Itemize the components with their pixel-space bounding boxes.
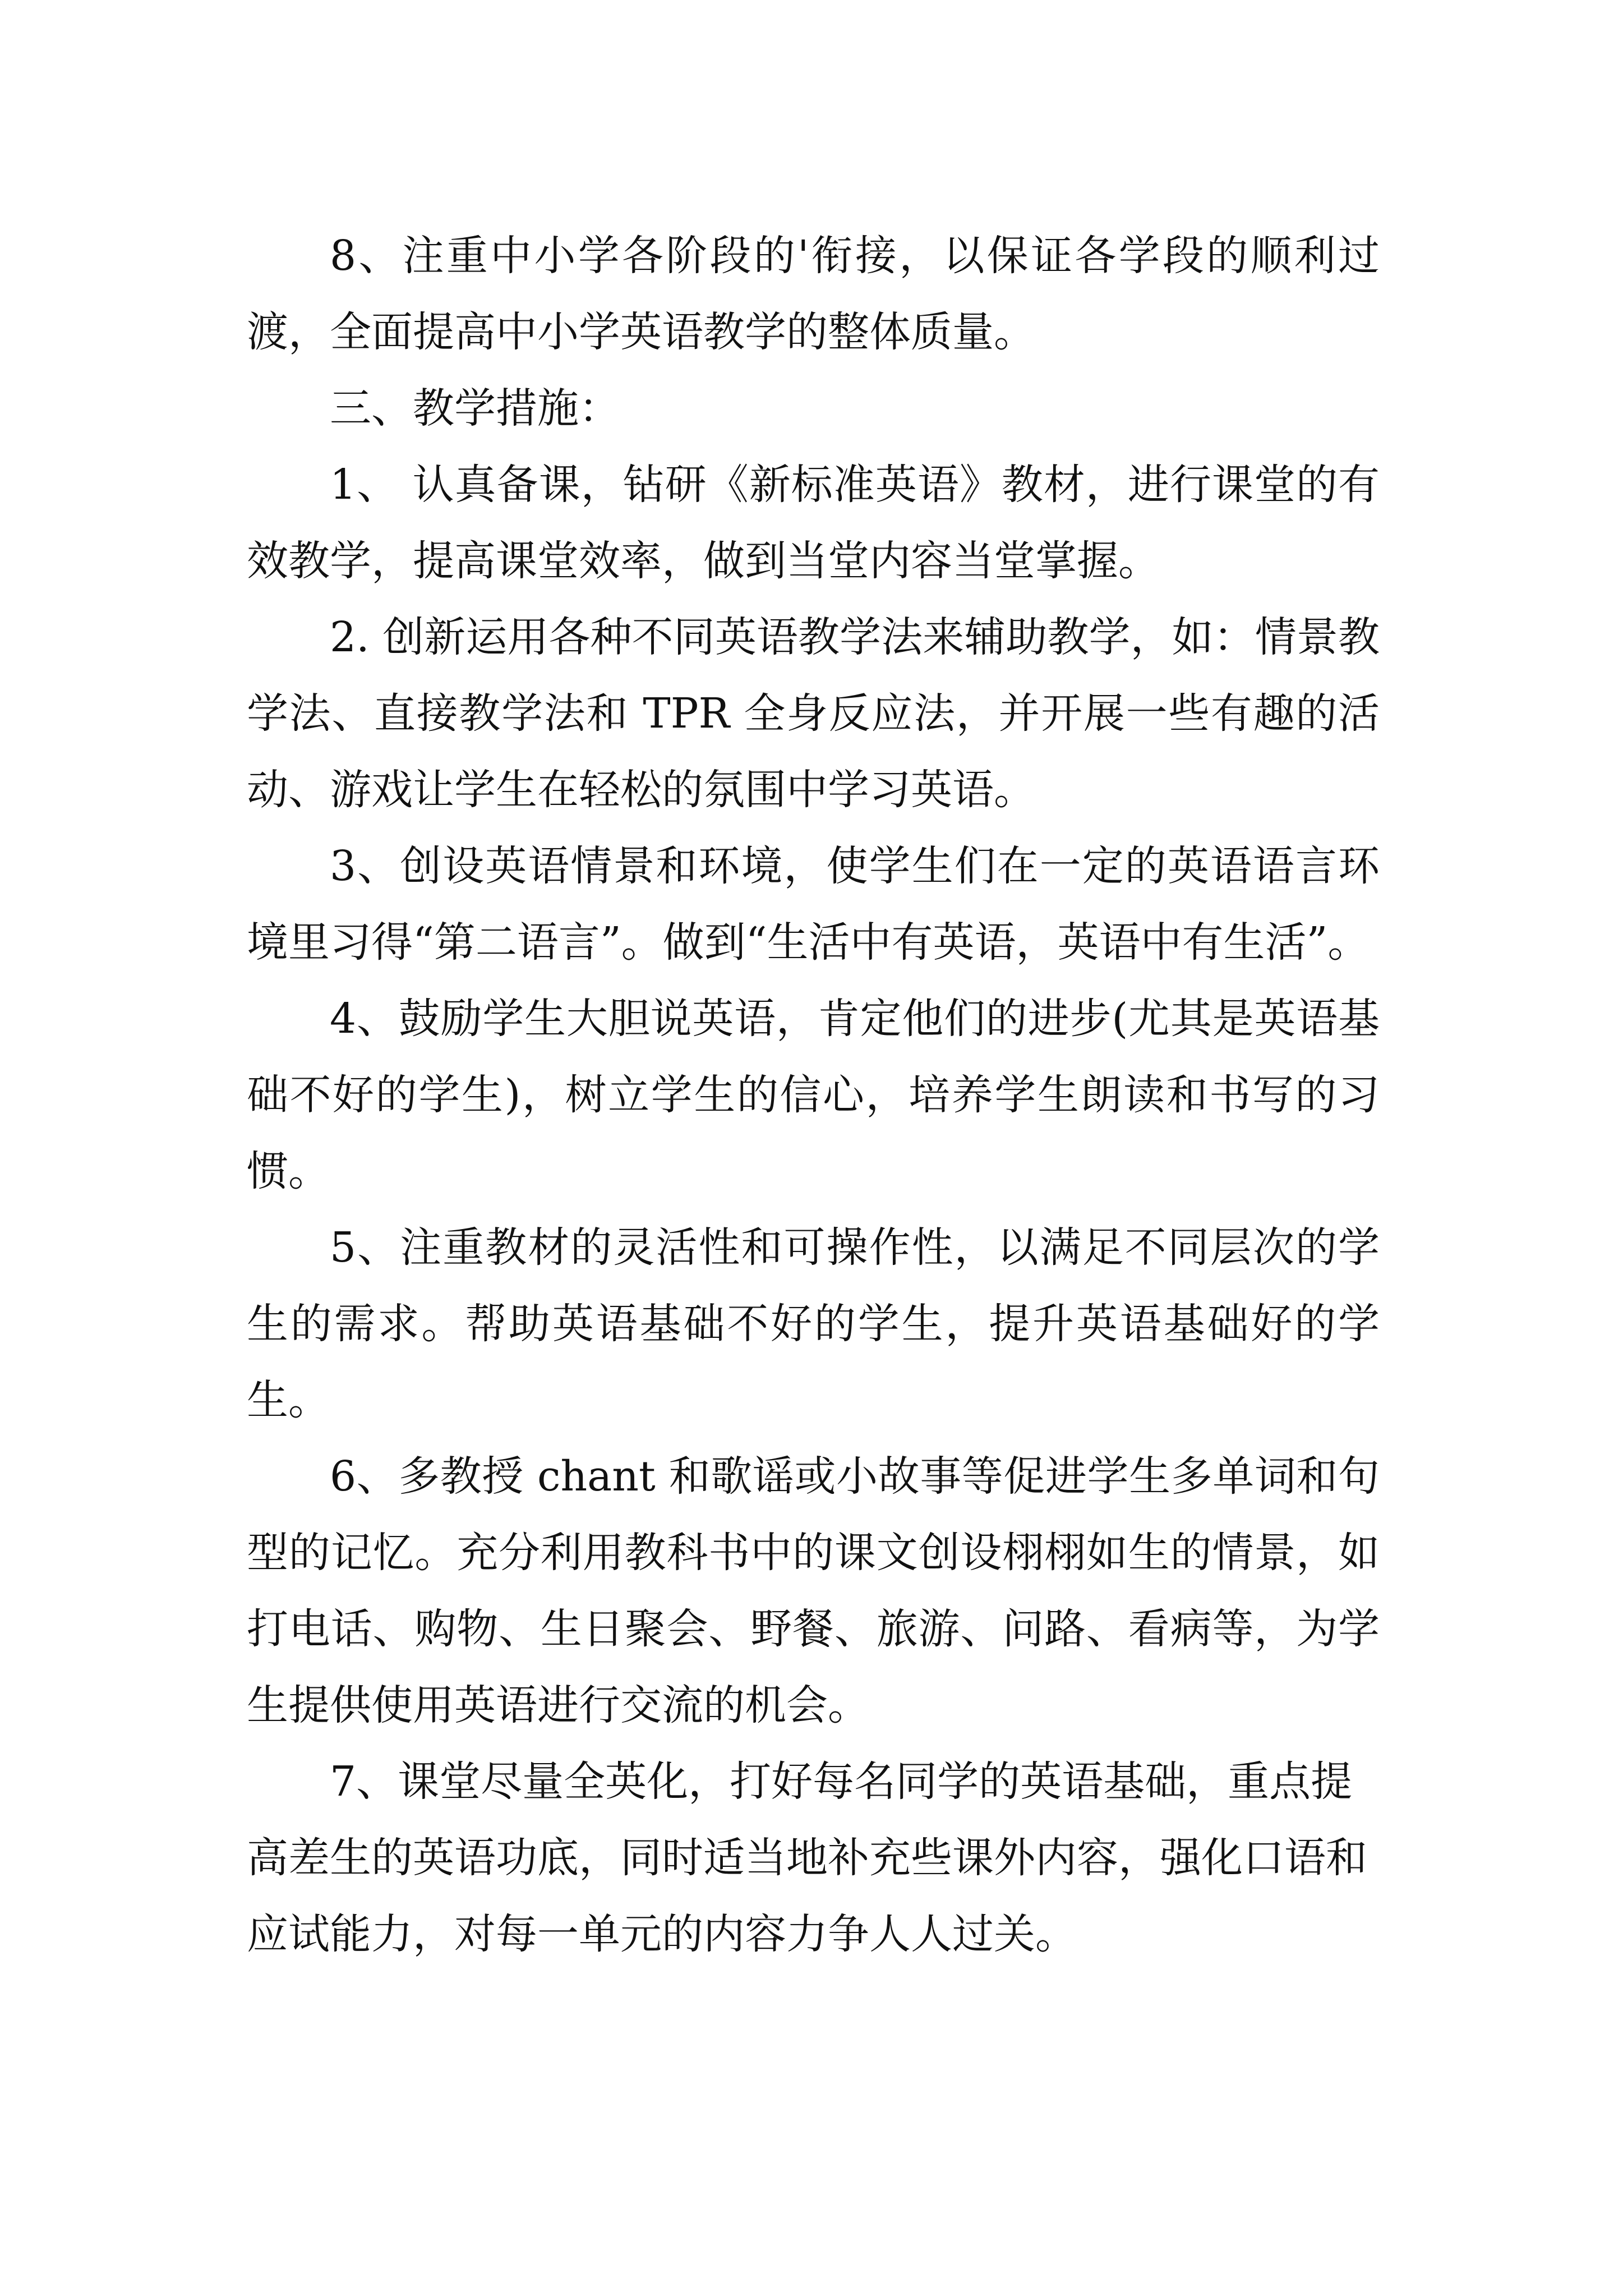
paragraph-measure-6: 6、多教授 chant 和歌谣或小故事等促进学生多单词和句型的记忆。充分利用教科书中的课文创设栩栩如生的情景，如打电话、购物、生日聚会、野餐、旅游、问路、看病等，为学生提供使用英语进行交流的机会。 — [247, 1452, 1380, 1729]
paragraph-measure-3: 3、创设英语情景和环境，使学生们在一定的英语语言环境里习得“第二语言”。做到“生活中有英语，英语中有生活”。 — [247, 842, 1380, 967]
paragraph-measure-2: 2. 创新运用各种不同英语教学法来辅助教学，如：情景教学法、直接教学法和 TPR 全身反应法，并开展一些有趣的活动、游戏让学生在轻松的氛围中学习英语。 — [247, 613, 1380, 814]
paragraph-measure-4: 4、鼓励学生大胆说英语，肯定他们的进步(尤其是英语基础不好的学生)，树立学生的信心，培养学生朗读和书写的习惯。 — [247, 995, 1380, 1195]
paragraph-measure-7: 7、课堂尽量全英化，打好每名同学的英语基础，重点提高差生的英语功底，同时适当地补充些课外内容，强化口语和应试能力，对每一单元的内容力争人人过关。 — [247, 1757, 1367, 1958]
paragraph-measure-5: 5、注重教材的灵活性和可操作性，以满足不同层次的学生的需求。帮助英语基础不好的学生，提升英语基础好的学生。 — [247, 1223, 1380, 1424]
paragraph-item-8: 8、注重中小学各阶段的'衔接，以保证各学段的顺利过渡，全面提高中小学英语教学的整体质量。 — [247, 232, 1380, 356]
document-body — [247, 218, 1380, 1972]
paragraph-measure-1: 1、 认真备课，钻研《新标准英语》教材，进行课堂的有效教学，提高课堂效率，做到当堂内容当堂掌握。 — [247, 461, 1380, 585]
section-heading-teaching-measures: 三、教学措施： — [330, 384, 620, 432]
